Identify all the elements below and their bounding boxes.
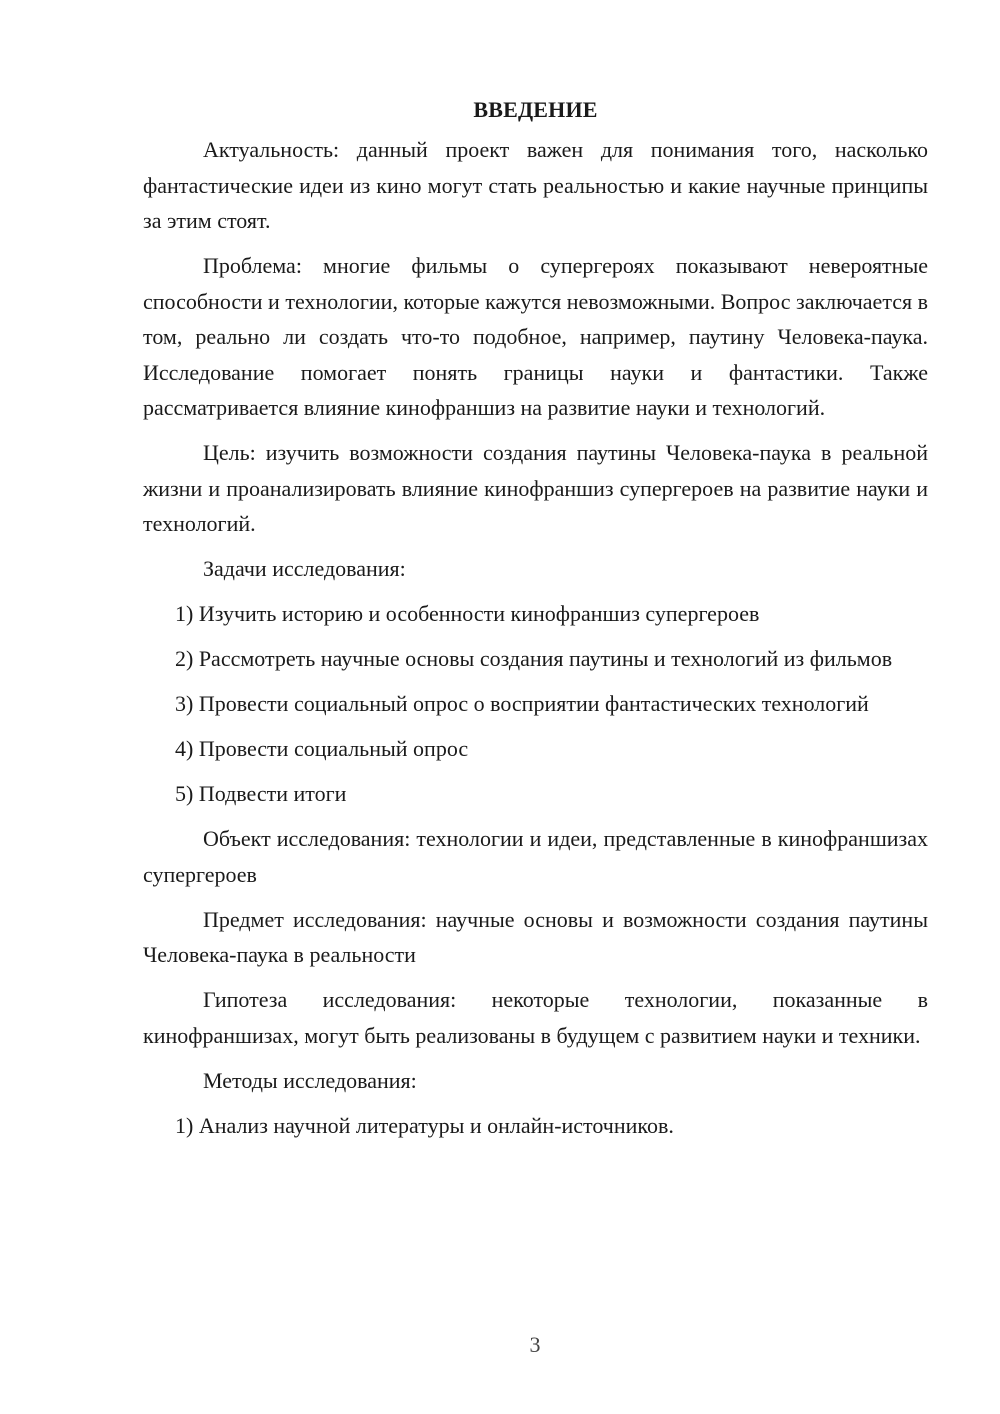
paragraph-methods-heading: Методы исследования: bbox=[203, 1067, 417, 1093]
list-item-task-3: 3) Провести социальный опрос о восприятии фантастических технологий bbox=[175, 691, 869, 716]
paragraph-subject: Предмет исследования: научные основы и возможности создания паутины Человека-паука в реальности bbox=[143, 906, 928, 967]
paragraph-relevance: Актуальность: данный проект важен для понимания того, насколько фантастические идеи из кино могут стать реальностью и какие научные принципы за этим стоят. bbox=[143, 137, 928, 233]
list-item-task-4: 4) Провести социальный опрос bbox=[175, 736, 469, 761]
paragraph-problem: Проблема: многие фильмы о супергероях показывают невероятные способности и технологии, которые кажутся невозможными. Вопрос заключается в том, реально ли создать что-то подобное, например, паутину Человека-паука. Исследование помогает понять границы науки и фантастики. Также рассматривается влияние кинофраншиз на развитие науки и технологий. bbox=[143, 253, 928, 420]
page-number: 3 bbox=[529, 1332, 541, 1357]
paragraph-tasks-heading: Задачи исследования: bbox=[203, 556, 406, 581]
section-title: ВВЕДЕНИЕ bbox=[473, 97, 598, 122]
list-item-task-2: 2) Рассмотреть научные основы создания паутины и технологий из фильмов bbox=[175, 646, 893, 671]
list-item-method-1: 1) Анализ научной литературы и онлайн-источников. bbox=[175, 1112, 674, 1138]
list-item-task-5: 5) Подвести итоги bbox=[175, 781, 347, 806]
document-page bbox=[143, 96, 928, 1153]
paragraph-object: Объект исследования: технологии и идеи, представленные в кинофраншизах супергероев bbox=[143, 826, 928, 887]
paragraph-hypothesis: Гипотеза исследования: некоторые технологии, показанные в кинофраншизах, могут быть реализованы в будущем с развитием науки и техники. bbox=[143, 987, 928, 1048]
list-item-task-1: 1) Изучить историю и особенности кинофраншиз супергероев bbox=[175, 601, 760, 626]
paragraph-goal: Цель: изучить возможности создания паутины Человека-паука в реальной жизни и проанализировать влияние кинофраншиз супергероев на развитие науки и технологий. bbox=[143, 440, 928, 536]
